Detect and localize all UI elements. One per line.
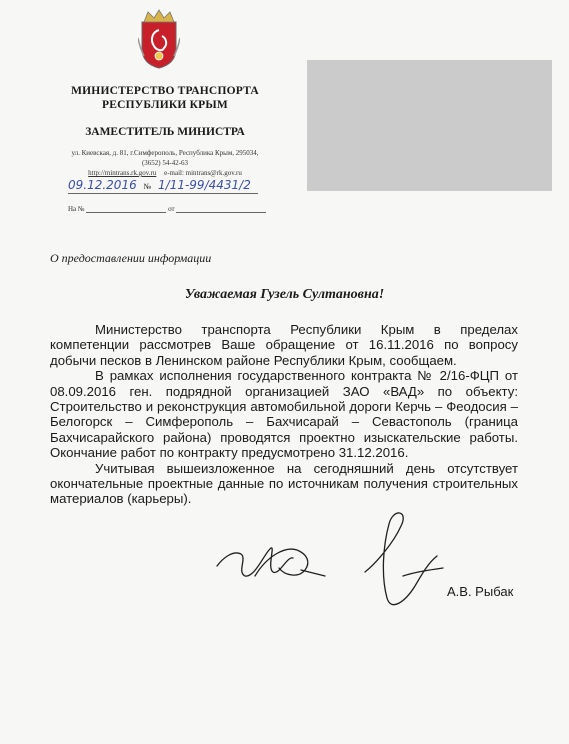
- signer-name: А.В. Рыбак: [447, 584, 514, 599]
- ot-blank: [176, 204, 266, 213]
- greeting: Уважаемая Гузель Султановна!: [184, 287, 385, 302]
- paragraph-3: Учитывая вышеизложенное на сегодняшний день отсутствует окончательные проектные данные по источникам получения строительных материалов (карьеры).: [50, 460, 518, 507]
- ministry-name: [40, 84, 290, 112]
- na-blank: [86, 204, 166, 213]
- paragraph-1: Министерство транспорта Республики Крым в пределах компетенции рассмотрев Ваше обращение от 16.11.2016 по вопросу добычи песков в Ленинском районе Республики Крым, сообщаем.: [50, 322, 518, 368]
- na-label: На №: [68, 205, 85, 213]
- email: e-mail: mintrans@rk.gov.ru: [164, 169, 242, 177]
- crimea-coat-of-arms-icon: [138, 8, 180, 70]
- ministry-line-2: РЕСПУБЛИКИ КРЫМ: [102, 99, 228, 111]
- ot-label: от: [168, 205, 175, 213]
- paragraph-2: В рамках исполнения государственного контракта № 2/16-ФЦП от 08.09.2016 ген. подрядной организацией ЗАО «ВАД» по объекту: Строительство и реконструкция автомобильной дороги Керчь – Феодосия – Белогорск – Симферополь – Бахчисарай – Севастополь (граница Бахчисарайского района) проводятся проектно изыскательские работы. Окончание работ по контракту предусмотрено 31.12.2016.: [50, 368, 518, 461]
- reference-line: [68, 204, 266, 213]
- website-link[interactable]: http://mintrans.rk.gov.ru: [88, 169, 157, 177]
- reg-number-label: №: [143, 182, 152, 191]
- letter-subject: О предоставлении информации: [50, 251, 212, 265]
- reg-date: 09.12.2016: [68, 178, 137, 192]
- contact-block: [40, 148, 290, 178]
- address: ул. Киевская, д. 81, г.Симферополь, Республика Крым, 295034,: [71, 149, 259, 157]
- phone: (3652) 54-42-63: [141, 159, 189, 167]
- letter-body: [50, 322, 518, 507]
- redacted-addressee-block: [307, 60, 552, 191]
- deputy-minister-title: ЗАМЕСТИТЕЛЬ МИНИСТРА: [85, 126, 245, 138]
- registration-line: [68, 178, 258, 194]
- handwritten-signature: [215, 506, 445, 616]
- ministry-line-1: МИНИСТЕРСТВО ТРАНСПОРТА: [71, 85, 259, 97]
- reg-number: 1/11-99/4431/2: [158, 178, 251, 192]
